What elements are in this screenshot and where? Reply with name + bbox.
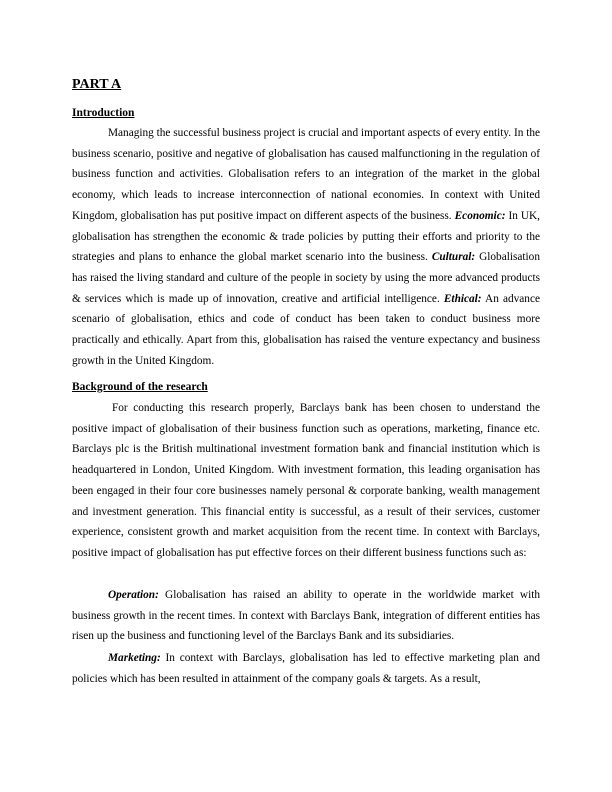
introduction-paragraph — [72, 123, 540, 371]
introduction-heading: Introduction — [72, 107, 135, 119]
cultural-label: Cultural: — [431, 251, 476, 264]
introduction-text: Managing the successful business project is crucial and important aspects of every entity. In the business scenario, positive and negative of globalisation has caused malfunctioning in the regulation of business function and activities. Globalisation refers to an integration of the market in the global economy, which leads to increase interconnection of national economies. In context with United Kingdom, globalisation has put positive impact on different aspects of the business. — [72, 127, 540, 222]
marketing-label: Marketing: — [108, 652, 161, 664]
operation-label: Operation: — [108, 589, 159, 601]
background-heading: Background of the research — [72, 381, 208, 393]
cultural-text: Globalisation has raised the living standard and culture of the people in society by using the more advanced products & services which is made up of innovation, creative and artificial intelligence. — [72, 251, 540, 305]
economic-text: In UK, globalisation has strengthen the economic & trade policies by putting their efforts and priority to the strategies and plans to enhance the global market scenario into the business. — [72, 209, 541, 264]
marketing-text: In context with Barclays, globalisation has led to effective marketing plan and policies which has been resulted in attainment of the company goals & targets. As a result, — [72, 652, 540, 685]
operation-text: Globalisation has raised an ability to operate in the worldwide market with business growth in the recent times. In context with Barclays Bank, integration of different entities has risen up the business and functioning level of the Barclays Bank and its subsidiaries. — [72, 589, 540, 643]
economic-label: Economic: — [454, 209, 506, 222]
operation-paragraph — [72, 585, 540, 647]
part-title: PART A — [72, 77, 122, 92]
background-paragraph: For conducting this research properly, Barclays bank has been chosen to understand the positive impact of globalisation of their business function such as operations, marketing, finance etc. Barclays plc is the British multinational investment formation bank and financial institution which is headquartered in London, United Kingdom. With investment formation, this leading organisation has been engaged in their four core businesses namely personal & corporate banking, wealth management and investment generation. This financial entity is successful, as a result of their services, customer experience, consistent growth and market acquisition from the recent time. In context with Barclays, positive impact of globalisation has put effective forces on their different business functions such as: — [72, 402, 540, 559]
ethical-text: An advance scenario of globalisation, ethics and code of conduct has been taken to conduct business more practically and ethically. Apart from this, globalisation has raised the venture expectancy and business growth in the United Kingdom. — [72, 292, 540, 367]
ethical-label: Ethical: — [443, 292, 482, 305]
marketing-paragraph — [72, 648, 540, 689]
